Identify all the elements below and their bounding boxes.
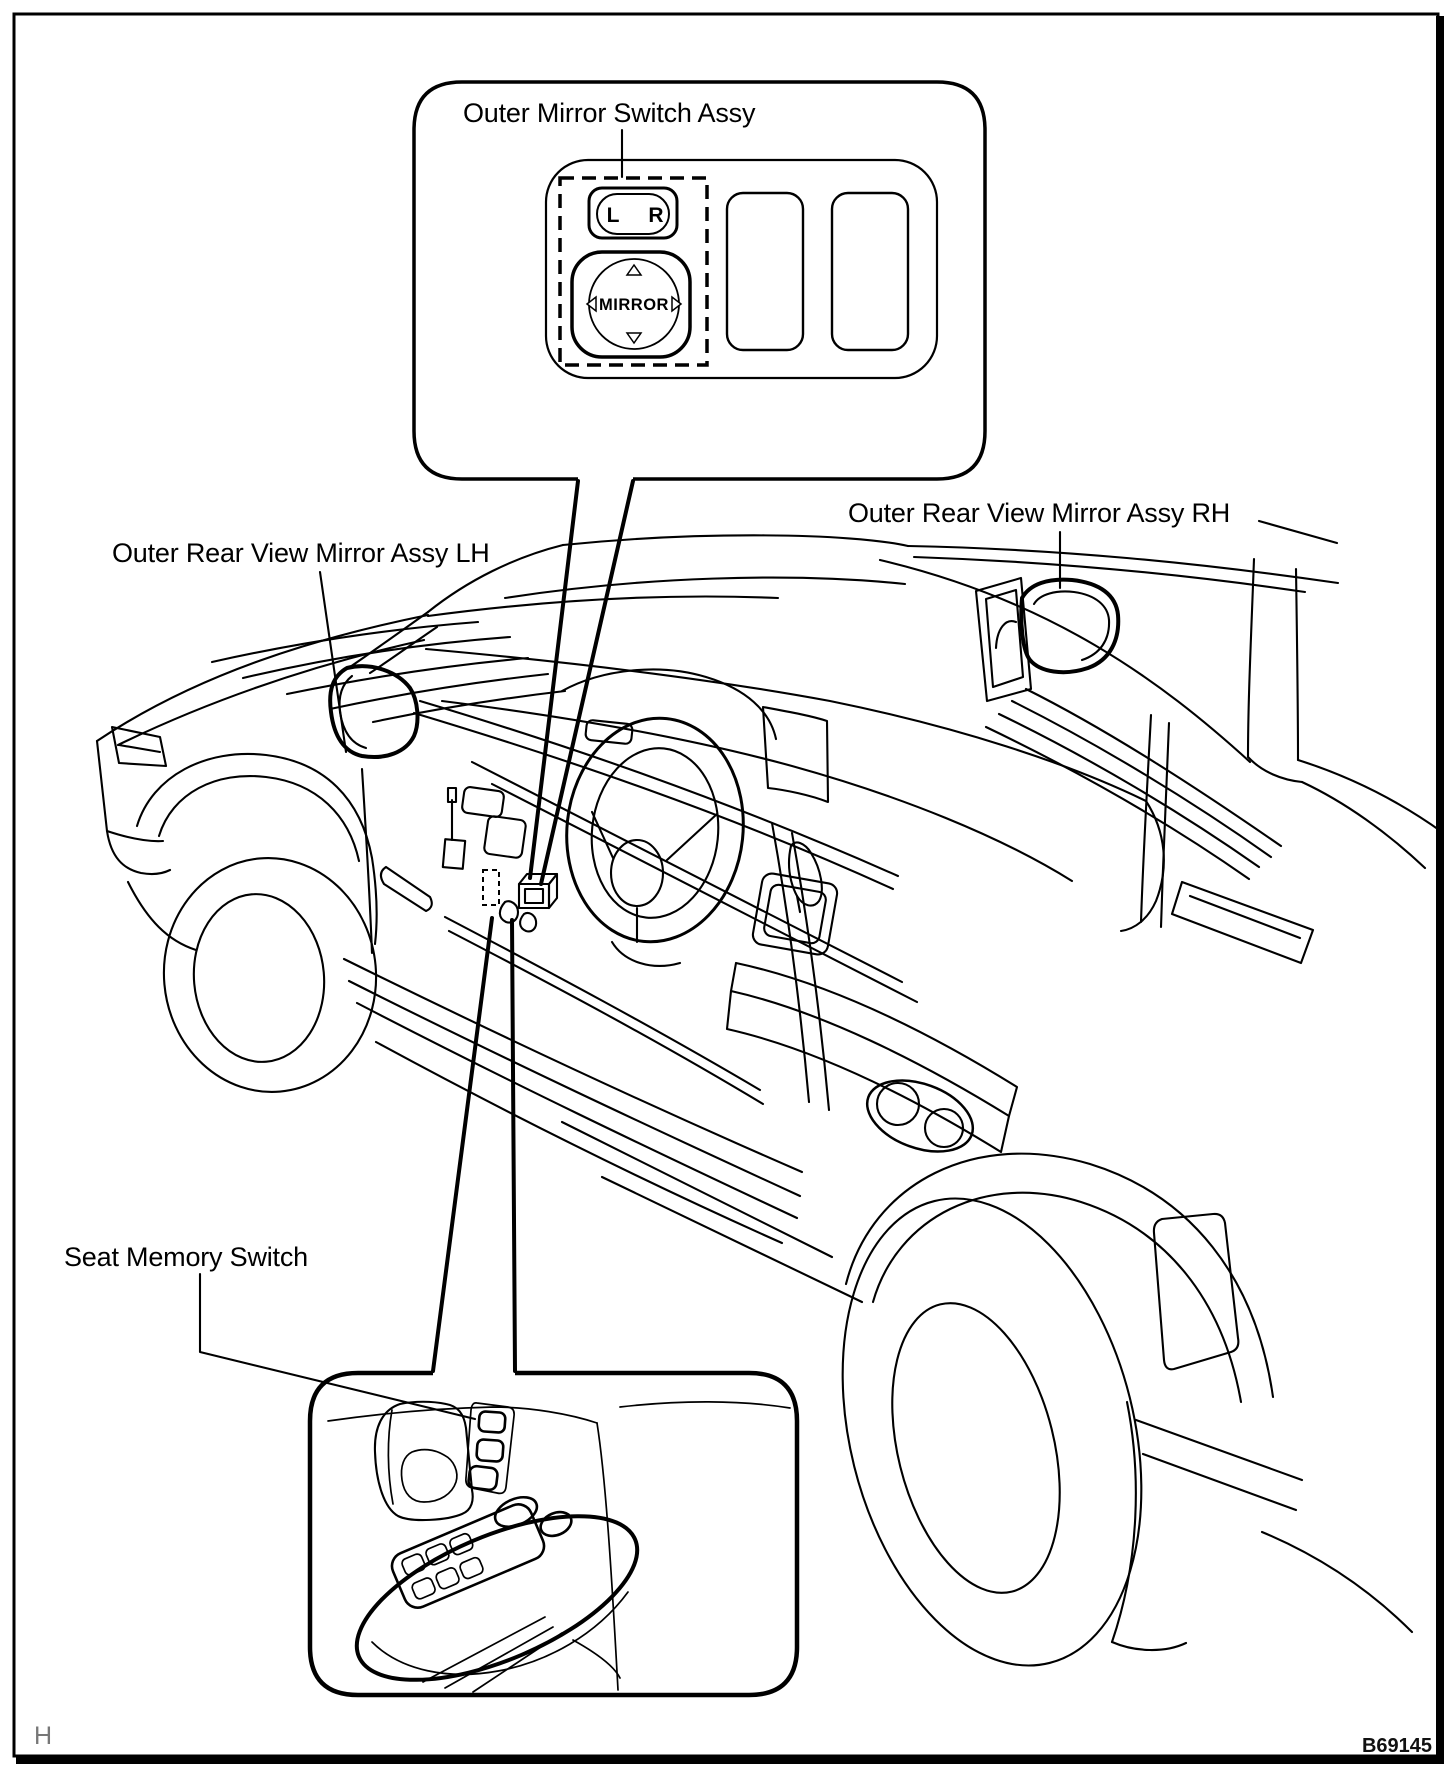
trim-leaf bbox=[500, 901, 518, 922]
hood-line bbox=[243, 637, 510, 678]
roof-rail bbox=[908, 546, 1338, 583]
front-wheel-rim bbox=[187, 889, 331, 1068]
dash-vent bbox=[484, 816, 527, 859]
headlight-line bbox=[119, 745, 160, 752]
side-moulding bbox=[381, 867, 432, 911]
rear-wheel-tire bbox=[797, 1167, 1188, 1698]
door-shutline bbox=[772, 823, 809, 1102]
front-bumper bbox=[97, 741, 170, 874]
cluster-hood bbox=[562, 669, 776, 739]
trim-leaf bbox=[520, 913, 536, 931]
roof-perspective-line bbox=[880, 560, 1250, 762]
roof-top-edge bbox=[1259, 521, 1337, 543]
callout-title: Outer Mirror Switch Assy bbox=[463, 98, 756, 128]
glovebox-line bbox=[1190, 896, 1300, 938]
rear-quarter-line bbox=[1302, 782, 1425, 868]
door-lock-pin bbox=[448, 788, 456, 840]
steering-rim-outer bbox=[556, 709, 754, 950]
bumper-lower bbox=[128, 882, 196, 950]
mirror-rh-housing bbox=[1021, 580, 1118, 673]
pointer-bottom-left bbox=[433, 918, 492, 1371]
callout-box bbox=[414, 82, 985, 479]
console-box bbox=[727, 991, 1009, 1152]
rocker-line bbox=[349, 981, 800, 1196]
shift-lever bbox=[789, 842, 822, 905]
rocker-line bbox=[357, 1003, 797, 1218]
beltline-rh bbox=[999, 714, 1259, 867]
selector-right-label: R bbox=[648, 204, 664, 227]
cupholder bbox=[857, 1067, 982, 1165]
switch-cube bbox=[500, 874, 557, 931]
rear-lower-line bbox=[1136, 1420, 1302, 1480]
rear-wheel-arch-inner bbox=[873, 1193, 1241, 1402]
door-hardware bbox=[443, 839, 465, 869]
label-mirror-lh: Outer Rear View Mirror Assy LH bbox=[112, 538, 490, 568]
mirror-lh-housing bbox=[330, 666, 417, 757]
switch-cube-side bbox=[549, 874, 557, 908]
d-pillar-rh bbox=[1248, 559, 1254, 757]
pointer-bottom-right bbox=[512, 920, 515, 1371]
label-seat-memory: Seat Memory Switch bbox=[64, 1242, 308, 1272]
headlight bbox=[112, 727, 166, 766]
rear-lower-line bbox=[1143, 1454, 1296, 1510]
console-top bbox=[731, 963, 1017, 1116]
rear-wheel-arch bbox=[846, 1154, 1273, 1397]
dash-vent bbox=[461, 786, 504, 817]
joystick-label: MIRROR bbox=[599, 296, 669, 314]
steering-column bbox=[612, 942, 680, 966]
callout-box bbox=[310, 1373, 797, 1695]
center-console bbox=[727, 963, 1017, 1165]
outer-mirror-rh-drawing bbox=[976, 578, 1118, 701]
dash-face bbox=[442, 701, 1072, 881]
switch-dashed-outline bbox=[483, 870, 499, 905]
beltline-lh bbox=[414, 713, 893, 889]
front-wheel-arch bbox=[137, 754, 377, 944]
glovebox bbox=[1172, 882, 1313, 963]
figure-code: B69145 bbox=[1361, 1735, 1432, 1757]
center-stack bbox=[763, 707, 828, 802]
front-wheel-arch-inner bbox=[159, 776, 359, 861]
border-shadow-bottom bbox=[16, 1755, 1444, 1764]
hood-line bbox=[287, 658, 528, 694]
d-pillar-rh bbox=[1296, 569, 1298, 760]
beltline-rh bbox=[986, 727, 1249, 879]
door-shutline bbox=[792, 833, 829, 1110]
switch-cube-front bbox=[519, 884, 549, 908]
rear-lower-line bbox=[1262, 1532, 1412, 1632]
rocker-hatch bbox=[562, 1122, 832, 1257]
mirror-rh-mount-hook bbox=[996, 621, 1016, 648]
windshield-header bbox=[563, 535, 908, 546]
cupholder-cup bbox=[877, 1083, 919, 1125]
cabin-perspective-line bbox=[472, 762, 902, 982]
border-shadow-right bbox=[1436, 16, 1444, 1764]
steering-wheel bbox=[556, 709, 754, 965]
rocker-hatch bbox=[602, 1177, 862, 1302]
outer-mirror-lh-drawing bbox=[330, 666, 417, 757]
part-labels bbox=[64, 498, 1230, 1419]
bumper-top-edge bbox=[107, 831, 163, 841]
fender-door-shutline bbox=[362, 769, 372, 953]
quarter-glass-line bbox=[1248, 757, 1302, 782]
callout-mirror-switch bbox=[414, 82, 985, 479]
rear-wheel-rim bbox=[865, 1286, 1088, 1611]
mirror-rh-sail-inner bbox=[986, 590, 1023, 687]
dash-mirror-switch-location bbox=[483, 870, 557, 931]
a-pillar bbox=[350, 612, 428, 667]
selector-left-label: L bbox=[606, 204, 620, 227]
label-mirror-rh: Outer Rear View Mirror Assy RH bbox=[848, 498, 1231, 528]
b-pillar-rh bbox=[1141, 715, 1151, 922]
hood-line bbox=[212, 622, 478, 662]
rear-bumper-line bbox=[1112, 1642, 1186, 1650]
side-moulding-line bbox=[449, 931, 763, 1104]
mirror-rh-inner bbox=[1034, 592, 1109, 661]
cupholder-cup bbox=[925, 1109, 963, 1147]
beltline-rh bbox=[1012, 701, 1271, 857]
page-marker: H bbox=[34, 1722, 53, 1750]
switch-cube-face-inner bbox=[525, 889, 543, 903]
front-wheel-tire bbox=[154, 849, 386, 1101]
steering-hub bbox=[611, 840, 663, 906]
side-moulding-line bbox=[445, 917, 760, 1090]
callout-seat-memory bbox=[310, 1373, 797, 1714]
dash-top bbox=[426, 649, 1146, 801]
